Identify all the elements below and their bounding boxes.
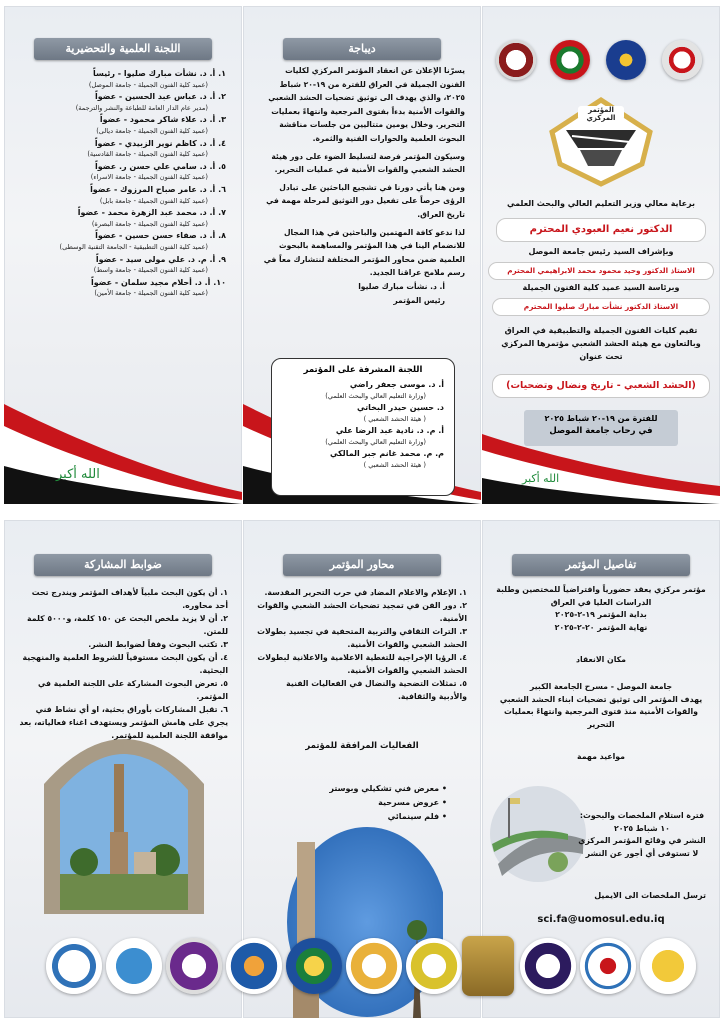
activity-item: • معرض فني تشكيلي وبوستر <box>329 784 447 793</box>
intro-text <box>259 64 465 307</box>
intro-header: ديباجة <box>283 38 441 60</box>
committee-member: ٦. أ. د. عامر صباح المرزوك - عضواً (عميد كلية الفنون الجميلة - جامعة بابل) <box>90 184 226 205</box>
deadlines-title: مواعيد مهمة <box>576 752 626 762</box>
rule-item: ٦. تقبل المشاركات بأوراق بحثية، او أي نشاط فني يجري على هامش المؤتمر ويستهدف اغناء فعالياته، بعد موافقة اللجنة العلمية للمؤتمر. <box>19 705 228 740</box>
partner-logo <box>166 938 222 994</box>
axes-list <box>257 586 467 703</box>
mosque-arch-photo <box>44 724 204 914</box>
partner-logo <box>580 938 636 994</box>
details-header: تفاصيل المؤتمر <box>512 554 690 576</box>
signature-title: رئيس المؤتمر <box>393 295 445 305</box>
committee-member: ٢. أ. د. عباس عبد الحسين - عضواً (مدير عام الدار العامة للطباعة والنشر والترجمة) <box>75 92 226 112</box>
conference-venue: في رحاب جامعة الموصل <box>549 426 653 436</box>
partner-logo <box>406 938 462 994</box>
rules-list <box>18 586 228 742</box>
partner-logos-row <box>0 928 724 1012</box>
committee-member: ٤. أ. د. كاظم نوير الزبيدي - عضواً (عميد كلية الفنون الجميلة - جامعة القادسية) <box>87 138 226 159</box>
contact-email[interactable]: sci.fa@uomosul.edu.iq <box>537 914 665 925</box>
activity-item: • عروض مسرحية <box>378 798 447 807</box>
axis-item: ٥. تمثلات التضحية والنضال في الفعاليات الفنية والأدبية والثقافية. <box>286 679 467 701</box>
president-name: الاستاذ الدكتور وحيد محمود محمد الابراهيمي المحترم <box>488 262 714 280</box>
ministry-logo <box>662 40 702 80</box>
partner-logo <box>226 938 282 994</box>
rule-item: ٥. تعرض البحوث المشاركة على اللجنة العلمية في المؤتمر. <box>38 679 228 701</box>
iraq-flag-wave <box>482 434 720 504</box>
intro-paragraph: ومن هنا يأتي دورنا في تشجيع الباحثين على تبادل الرؤى حرصاً على تفعيل دور التوثيق لمرحلة مهمة في تاريخ العراق. <box>266 182 465 219</box>
axis-item: ٣. التراث الثقافي والتربية المتحفية في تجسيد بطولات الحشد الشعبي والقوات الأمنية. <box>257 627 467 649</box>
minister-name: الدكتور نعيم العبودي المحترم <box>496 218 706 242</box>
patronage-line: برعاية معالي وزير التعليم العالي والبحث العلمي <box>506 199 696 208</box>
publish-note: النشر في وقائع المؤتمر المركزي <box>578 836 706 846</box>
signature-name: أ. د. نشأت مبارك صليوا <box>358 281 445 291</box>
aim-text: يهدف المؤتمر الى توثيق تضحيات ابناء الحشد الشعبي والقوات الأمنية منذ فتوى المرجعية وانتهاءً بعمليات التحرير <box>499 694 703 729</box>
city-photo <box>488 784 588 884</box>
intro-panel <box>243 6 481 504</box>
conference-format: مؤتمر مركزي يعقد حضورياً وافتراضياً للمختصين وطلبة الدراسات العليا في العراق <box>496 585 706 607</box>
intro-paragraph: وسيكون المؤتمر فرصة لتسليط الضوء على دور هيئة الحشد الشعبي والقوات الأمنية في عمليات التحرير. <box>271 151 465 175</box>
partner-logo <box>640 938 696 994</box>
university-logo <box>496 40 536 80</box>
committee-member: ١. أ. د. نشأت مبارك صليوا - رئيساً (عميد كلية الفنون الجميلة - جامعة الموصل) <box>88 69 226 89</box>
dean-name: الاستاذ الدكتور نشأت مبارك صليوا المحترم <box>492 298 710 316</box>
svg-text:الله أكبر: الله أكبر <box>56 467 100 482</box>
activity-item: • فلم سينمائي <box>387 812 447 821</box>
partner-logo <box>106 938 162 994</box>
email-label: ترسل الملخصات الى الايميل <box>594 891 706 900</box>
details-text <box>496 584 706 764</box>
supervisor: م. م. محمد غانم جبر المالكي ( هيئة الحشد الشعبي ) <box>329 449 444 469</box>
committee-member: ٨. أ. د. صفاء حسن حسين - عضواً (عميد كلية الفنون التطبيقية - الجامعة التقنية الوسطى) <box>59 231 226 251</box>
rule-item: ٣. تكتب البحوث وفقاً لضوابط النشر. <box>88 640 228 649</box>
committee-member: ٧. أ. د. محمد عبد الزهرة محمد - عضواً (عميد كلية الفنون الجميلة - جامعة البصرة) <box>77 208 226 228</box>
conference-start: بداية المؤتمر ١٩-٢-٢٠٢٥ <box>555 610 647 620</box>
venue-title: مكان الانعقاد <box>575 655 626 665</box>
supervisor: د. حسين حيدر البخاتي ( هيئة الحشد الشعبي ) <box>356 403 444 423</box>
venue-text: جامعة الموصل - مسرح الجامعة الكبير <box>529 681 673 691</box>
axes-header: محاور المؤتمر <box>283 554 441 576</box>
committee-member: ٣. أ. د. علاء شاكر محمود - عضواً (عميد كلية الفنون الجميلة - جامعة ديالى) <box>96 115 226 135</box>
deadline-label: فترة استلام الملخصات والبحوث: <box>579 811 705 820</box>
publish-fee: لا تستوفى أي أجور عن النشر <box>585 848 699 858</box>
committee-panel <box>4 6 242 504</box>
axis-item: ٢. دور الفن في تمجيد تضحيات الحشد الشعبي والقوات الأمنية. <box>257 601 467 623</box>
committee-member: ١٠. أ. د. أحلام مجيد سلمان - عضواً (عميد كلية الفنون الجميلة - جامعة الأمين) <box>90 277 226 298</box>
committee-header: اللجنة العلمية والتحضيرية <box>34 38 212 60</box>
organizers-text: تقيم كليات الفنون الجميلة والتطبيقية في العراق وبالتعاون مع هيئة الحشد الشعبي مؤتمرها المركزي تحت عنوان <box>501 326 701 361</box>
activities-title: الفعاليات المرافقة للمؤتمر <box>305 741 419 751</box>
chair-line: وبرئاسة السيد عميد كلية الفنون الجميلة <box>522 283 680 292</box>
supervisor: أ. د. موسى جعفر راضي (وزارة التعليم العالي والبحث العلمي) <box>325 380 444 400</box>
cover-panel <box>482 6 720 504</box>
pmf-logo <box>550 40 590 80</box>
intro-paragraph: يسرّنا الإعلان عن انعقاد المؤتمر المركزي لكليات الفنون الجميلة في العراق للفترة من ١٩-٢٠ شباط ٢٠٢٥، والذي يهدف الى توثيق تضحيات الحشد الشعبي والقوات الأمنية بدءاً بفتوى المرجعية وانتهاءً بعمليات التحرير. وخلال يومين متتاليين من جلسات مناقشة البحوث العلمية والحوارات الفنية والثمرة. <box>268 66 465 143</box>
brochure-inner-side <box>0 514 724 1024</box>
axis-item: ٤. الرؤيا الإخراجية للتغطية الاعلامية والاعلانية لبطولات الحشد الشعبي والقوات الأمنية. <box>257 653 467 675</box>
conference-dates: للفترة من ١٩-٢٠ شباط ٢٠٢٥ <box>544 414 658 423</box>
iraq-emblem-logo <box>606 40 646 80</box>
iraq-flag-wave <box>4 404 242 504</box>
committee-list <box>20 68 226 300</box>
committee-member: ٩. أ. م. د. علي مولى سيد - عضواً (عميد كلية الفنون الجميلة - جامعة واسط) <box>93 254 226 275</box>
partner-logo <box>346 938 402 994</box>
intro-paragraph: لذا ندعو كافة المهتمين والباحثين في هذا المجال للانضمام الينا في هذا المؤتمر والمساهمة بالبحوث العلمية ضمن محاور المؤتمر المختلفة لنتشارك معاً في رسم ملامح عراقنا الجديد. <box>263 227 465 278</box>
deadline-date: ١٠ شباط ٢٠٢٥ <box>614 823 670 833</box>
partner-logo <box>46 938 102 994</box>
rule-item: ١. أن يكون البحث ملبياً لأهداف المؤتمر ويندرج تحت أحد محاوره. <box>31 588 228 610</box>
partner-logo <box>286 938 342 994</box>
emblem-title: المؤتمر المركزي <box>586 106 616 122</box>
rules-header: ضوابط المشاركة <box>34 554 212 576</box>
partner-logo <box>462 936 514 996</box>
conference-theme: (الحشد الشعبي - تاريخ ونضال وتضحيات) <box>492 374 710 398</box>
partner-logo <box>520 938 576 994</box>
conference-end: نهاية المؤتمر ٢٠-٢-٢٠٢٥ <box>554 622 648 632</box>
supervising-title: اللجنة المشرفة على المؤتمر <box>303 365 423 375</box>
axis-item: ١. الإعلام والاعلام المضاد في حرب التحرير المقدسة. <box>264 588 467 597</box>
svg-text:الله أكبر: الله أكبر <box>522 472 560 485</box>
supervision-line: وبإشراف السيد رئيس جامعة الموصل <box>528 247 674 256</box>
rule-item: ٢. أن لا يزيد ملخص البحث عن ١٥٠ كلمة، و٥٠٠٠ كلمة للمتن. <box>27 614 228 636</box>
deadlines-text <box>578 810 706 860</box>
rule-item: ٤. أن يكون البحث مستوفياً للشروط العلمية والمنهجية البحثية. <box>22 653 228 675</box>
supervisor: أ. م. د. نادية عبد الرضا علي (وزارة التعليم العالي والبحث العلمي) <box>325 426 444 446</box>
brochure-outer-side <box>0 0 724 510</box>
supervising-committee-box <box>271 358 455 496</box>
committee-member: ٥. أ. د. سامي علي حسن ر. عضواً (عميد كلية الفنون الجميلة - جامعة الاسراء) <box>90 161 226 182</box>
